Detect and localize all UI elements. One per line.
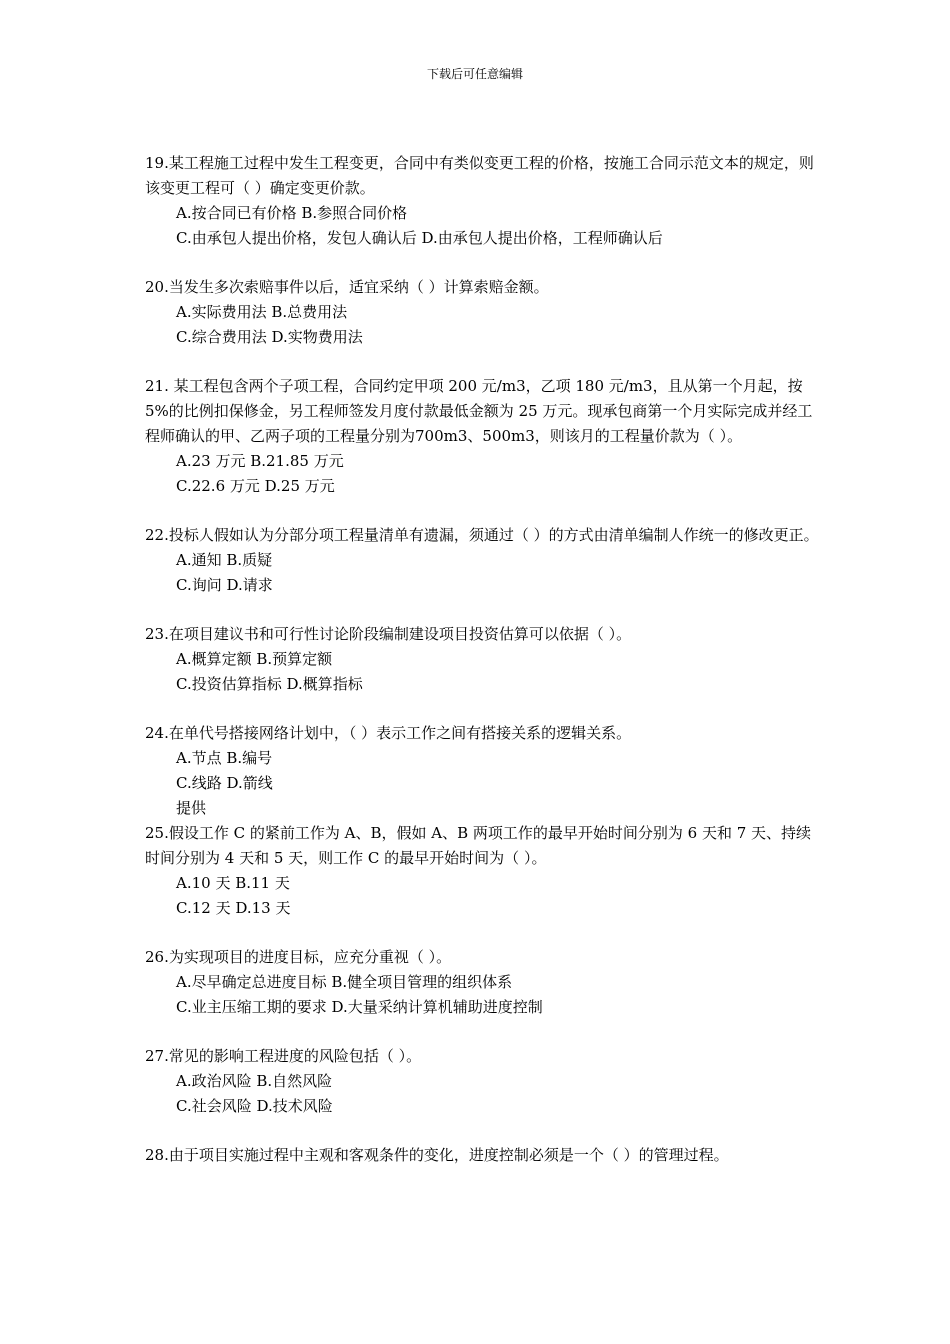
option-line: A.实际费用法 B.总费用法 xyxy=(176,303,348,321)
option-line: C.询问 D.请求 xyxy=(176,576,273,594)
question-23 xyxy=(145,622,825,697)
question-20 xyxy=(145,275,825,350)
question-27 xyxy=(145,1044,825,1119)
option-line: C.由承包人提出价格，发包人确认后 D.由承包人提出价格，工程师确认后 xyxy=(176,229,663,247)
option-line: A.23 万元 B.21.85 万元 xyxy=(176,452,344,470)
option-line: C.线路 D.箭线 xyxy=(176,774,273,792)
option-line: A.概算定额 B.预算定额 xyxy=(176,650,333,668)
option-line: C.社会风险 D.技术风险 xyxy=(176,1097,333,1115)
question-21 xyxy=(145,374,825,499)
question-19 xyxy=(145,151,825,251)
option-line: A.按合同已有价格 B.参照合同价格 xyxy=(176,204,408,222)
option-line: A.尽早确定总进度目标 B.健全项目管理的组织体系 xyxy=(176,973,513,991)
question-text: 25.假设工作 C 的紧前工作为 A、B，假如 A、B 两项工作的最早开始时间分别为 6 天和 7 天、持续时间分别为 4 天和 5 天，则工作 C 的最早开始时间为（ ）。 xyxy=(145,824,812,867)
option-line: A.通知 B.质疑 xyxy=(176,551,273,569)
question-text: 24.在单代号搭接网络计划中，（ ）表示工作之间有搭接关系的逻辑关系。 xyxy=(145,724,632,742)
option-line: C.投资估算指标 D.概算指标 xyxy=(176,675,363,693)
question-24 xyxy=(145,721,825,821)
question-text: 21. 某工程包含两个子项工程，合同约定甲项 200 元/m3，乙项 180 元/m3，且从第一个月起，按 5%的比例扣保修金，另工程师签发月度付款最低金额为 25 万元。现承包商第一个月实际完成并经工程师确认的甲、乙两子项的工程量分别为700m3、500m3，则该月的工程量价款为（ ）。 xyxy=(145,377,813,445)
question-26 xyxy=(145,945,825,1020)
question-text: 23.在项目建议书和可行性讨论阶段编制建设项目投资估算可以依据（ ）。 xyxy=(145,625,632,643)
option-line: C.22.6 万元 D.25 万元 xyxy=(176,477,335,495)
question-text: 22.投标人假如认为分部分项工程量清单有遗漏，须通过（ ）的方式由清单编制人作统一的修改更正。 xyxy=(145,526,819,544)
question-28 xyxy=(145,1143,825,1168)
page-header: 下载后可任意编辑 xyxy=(426,67,523,81)
question-22 xyxy=(145,523,825,598)
stray-note: 提供 xyxy=(176,799,207,817)
question-text: 27.常见的影响工程进度的风险包括（ ）。 xyxy=(145,1047,422,1065)
question-text: 28.由于项目实施过程中主观和客观条件的变化，进度控制必须是一个（ ）的管理过程。 xyxy=(145,1146,729,1164)
question-25 xyxy=(145,821,825,921)
option-line: A.10 天 B.11 天 xyxy=(176,874,290,892)
question-text: 20.当发生多次索赔事件以后，适宜采纳（ ）计算索赔金额。 xyxy=(145,278,549,296)
option-line: C.综合费用法 D.实物费用法 xyxy=(176,328,363,346)
option-line: A.政治风险 B.自然风险 xyxy=(176,1072,333,1090)
question-text: 19.某工程施工过程中发生工程变更，合同中有类似变更工程的价格，按施工合同示范文本的规定，则该变更工程可（ ）确定变更价款。 xyxy=(145,154,814,197)
option-line: C.12 天 D.13 天 xyxy=(176,899,291,917)
question-list xyxy=(145,151,825,1168)
option-line: C.业主压缩工期的要求 D.大量采纳计算机辅助进度控制 xyxy=(176,998,543,1016)
option-line: A.节点 B.编号 xyxy=(176,749,273,767)
question-text: 26.为实现项目的进度目标，应充分重视（ ）。 xyxy=(145,948,452,966)
